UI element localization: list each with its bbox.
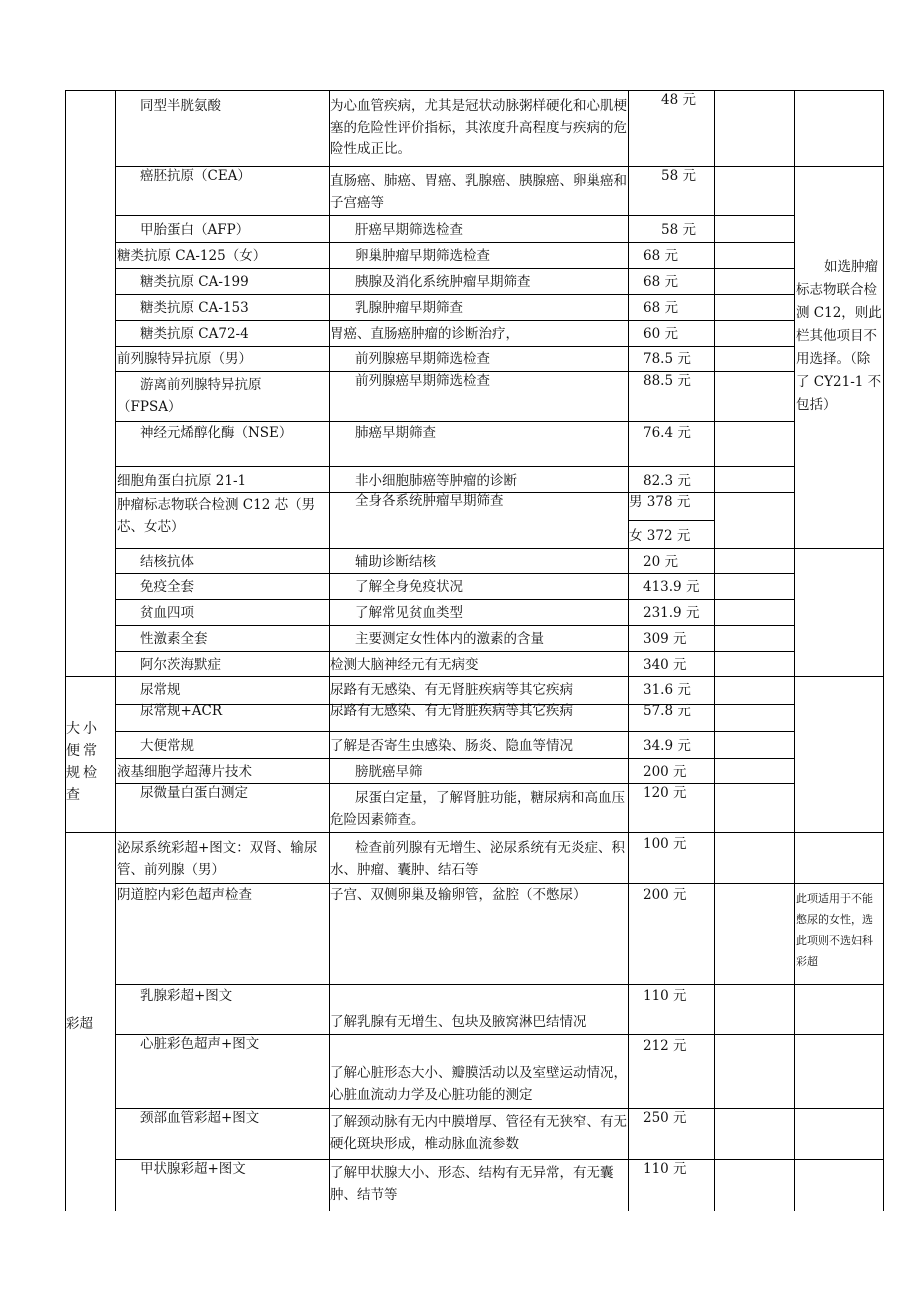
item-name: 前列腺特异抗原（男） [117, 351, 252, 367]
grid-hline [115, 548, 715, 549]
item-name: 甲胎蛋白（AFP） [140, 222, 250, 238]
item-desc: 尿路有无感染、有无肾脏疾病等其它疾病 [330, 682, 573, 698]
item-name: 甲状腺彩超+图文 [140, 1161, 246, 1177]
grid-hline [714, 573, 794, 574]
item-name: 结核抗体 [140, 554, 194, 570]
grid-hline [714, 371, 794, 372]
grid-hline [714, 492, 794, 493]
grid-hline [794, 1108, 883, 1109]
item-desc: 了解心脏形态大小、瓣膜活动以及室壁运动情况，心脏血流动力学及心脏功能的测定 [330, 1065, 627, 1103]
grid-hline [714, 421, 794, 422]
grid-hline [794, 1034, 883, 1035]
grid-hline [115, 625, 715, 626]
grid-hline [115, 466, 715, 467]
item-name: 糖类抗原 CA-125（女） [117, 248, 267, 264]
item-price: 212 元 [643, 1038, 687, 1054]
item-name: 液基细胞学超薄片技术 [117, 764, 252, 780]
grid-hline [714, 704, 794, 705]
item-name: 乳腺彩超+图文 [140, 988, 233, 1004]
item-price: 68 元 [643, 300, 678, 316]
item-name: 糖类抗原 CA72-4 [140, 326, 249, 342]
grid-hline-sec2 [65, 832, 884, 833]
item-price-male: 男 378 元 [629, 494, 691, 510]
grid-hline [628, 520, 714, 521]
grid-vline-right [883, 90, 884, 1211]
item-price: 200 元 [643, 887, 687, 903]
grid-hline [794, 1159, 883, 1160]
item-price: 110 元 [643, 1161, 687, 1177]
grid-hline [714, 1108, 794, 1109]
item-name: 性激素全套 [140, 631, 208, 647]
grid-hline [714, 984, 794, 985]
item-name: 糖类抗原 CA-153 [140, 300, 249, 316]
note-vaginal-ultrasound: 此项适用于不能憋尿的女性，选此项则不选妇科彩超 [796, 892, 873, 968]
grid-hline [115, 984, 715, 985]
grid-hline [714, 294, 794, 295]
item-desc: 尿路有无感染、有无肾脏疾病等其它疾病 [330, 703, 573, 719]
item-name: 肿瘤标志物联合检测 C12 芯（男芯、女芯） [117, 497, 316, 535]
grid-hline [794, 984, 883, 985]
item-price: 58 元 [661, 168, 696, 184]
grid-hline [714, 166, 794, 167]
item-name: 大便常规 [140, 738, 194, 754]
item-price: 231.9 元 [643, 605, 700, 621]
grid-hline [115, 294, 715, 295]
item-name: 糖类抗原 CA-199 [140, 274, 249, 290]
item-desc: 肝癌早期筛选检查 [355, 222, 463, 238]
grid-hline [714, 883, 794, 884]
item-price: 200 元 [643, 764, 687, 780]
grid-vline-note [794, 90, 795, 1211]
item-price: 82.3 元 [643, 473, 691, 489]
item-desc: 了解常见贫血类型 [355, 605, 463, 621]
grid-hline [714, 548, 794, 549]
grid-hline [714, 346, 794, 347]
item-name: 阴道腔内彩色超声检查 [117, 887, 252, 903]
item-price: 34.9 元 [643, 738, 691, 754]
grid-hline [115, 215, 715, 216]
item-price: 76.4 元 [643, 425, 691, 441]
item-desc: 了解全身免疫状况 [355, 579, 463, 595]
section-label-ultrasound: 彩超 [66, 1016, 93, 1032]
grid-hline [115, 758, 715, 759]
item-name: 同型半胱氨酸 [140, 98, 221, 114]
item-name: 贫血四项 [140, 605, 194, 621]
item-name: 游离前列腺特异抗原（FPSA） [117, 377, 262, 415]
item-desc: 卵巢肿瘤早期筛选检查 [355, 248, 490, 264]
item-price: 20 元 [643, 554, 678, 570]
item-price: 120 元 [643, 785, 687, 801]
item-price: 413.9 元 [643, 579, 700, 595]
item-price: 250 元 [643, 1110, 687, 1126]
grid-hline [714, 625, 794, 626]
item-desc: 全身各系统肿瘤早期筛查 [355, 493, 504, 509]
item-desc: 了解颈动脉有无内中膜增厚、管径有无狭窄、有无硬化斑块形成，椎动脉血流参数 [330, 1114, 627, 1152]
item-name: 泌尿系统彩超+图文：双肾、输尿管、前列腺（男） [117, 840, 318, 878]
item-price: 57.8 元 [643, 703, 691, 719]
item-price: 78.5 元 [643, 351, 691, 367]
item-desc: 膀胱癌早筛 [355, 764, 423, 780]
item-desc: 主要测定女性体内的激素的含量 [355, 631, 544, 647]
grid-hline [115, 268, 715, 269]
item-price: 340 元 [643, 657, 687, 673]
item-desc: 为心血管疾病，尤其是冠状动脉粥样硬化和心肌梗塞的危险性评价指标，其浓度升高程度与疾病的危险性成正比。 [330, 98, 627, 157]
item-desc: 子宫、双侧卵巢及输卵管，盆腔（不憋尿） [330, 887, 587, 903]
item-price: 100 元 [643, 836, 687, 852]
item-name: 尿微量白蛋白测定 [140, 785, 248, 801]
item-name: 癌胚抗原（CEA） [140, 168, 251, 184]
grid-hline [714, 466, 794, 467]
grid-hline [714, 268, 794, 269]
item-desc: 检查前列腺有无增生、泌尿系统有无炎症、积水、肿瘤、囊肿、结石等 [330, 840, 625, 878]
grid-hline [714, 731, 794, 732]
grid-hline [714, 320, 794, 321]
item-desc: 肺癌早期筛查 [355, 425, 436, 441]
item-price: 309 元 [643, 631, 687, 647]
section-label-excretion: 大小便常规检查 [66, 721, 100, 803]
item-name: 阿尔茨海默症 [140, 657, 221, 673]
item-name: 细胞角蛋白抗原 21-1 [117, 473, 247, 489]
item-desc: 了解甲状腺大小、形态、结构有无异常，有无囊肿、结节等 [330, 1165, 614, 1203]
item-desc: 胃癌、直肠癌肿瘤的诊断治疗， [330, 326, 519, 342]
grid-hline [714, 651, 794, 652]
grid-hline [115, 731, 715, 732]
grid-hline [115, 599, 715, 600]
item-name: 心脏彩色超声+图文 [140, 1036, 260, 1052]
grid-hline [794, 883, 883, 884]
item-desc: 前列腺癌早期筛选检查 [355, 351, 490, 367]
item-price: 88.5 元 [643, 373, 691, 389]
grid-hline [714, 783, 794, 784]
item-desc: 尿蛋白定量，了解肾脏功能，糖尿病和高血压危险因素筛查。 [330, 790, 625, 828]
grid-hline [115, 346, 715, 347]
grid-hline [714, 242, 794, 243]
grid-hline [714, 1034, 794, 1035]
item-price: 58 元 [661, 222, 696, 238]
item-price: 60 元 [643, 326, 678, 342]
item-name: 尿常规 [140, 682, 181, 698]
item-desc: 直肠癌、肺癌、胃癌、乳腺癌、胰腺癌、卵巢癌和子宫癌等 [330, 173, 627, 211]
item-desc: 乳腺肿瘤早期筛查 [355, 300, 463, 316]
item-name: 神经元烯醇化酶（NSE） [140, 425, 293, 441]
grid-hline [714, 599, 794, 600]
item-price-female: 女 372 元 [629, 528, 691, 544]
grid-hline [714, 215, 794, 216]
item-name: 免疫全套 [140, 579, 194, 595]
item-desc: 了解是否寄生虫感染、肠炎、隐血等情况 [330, 738, 573, 754]
item-name: 颈部血管彩超+图文 [140, 1110, 260, 1126]
item-price: 68 元 [643, 248, 678, 264]
grid-hline [794, 166, 883, 167]
item-desc: 前列腺癌早期筛选检查 [355, 373, 490, 389]
item-desc: 非小细胞肺癌等肿瘤的诊断 [355, 473, 517, 489]
item-price: 31.6 元 [643, 682, 691, 698]
grid-hline [115, 651, 715, 652]
item-price: 68 元 [643, 274, 678, 290]
grid-hline [714, 1159, 794, 1160]
grid-hline-top [65, 90, 884, 91]
item-desc: 检测大脑神经元有无病变 [330, 657, 479, 673]
grid-hline [714, 758, 794, 759]
note-tumor-marker: 如选肿瘤标志物联合检测 C12，则此栏其他项目不用选择。（除了 CY21-1 不包括） [796, 259, 882, 413]
grid-hline [115, 242, 715, 243]
item-desc: 辅助诊断结核 [355, 554, 436, 570]
grid-hline [115, 883, 715, 884]
item-price: 110 元 [643, 988, 687, 1004]
item-desc: 胰腺及消化系统肿瘤早期筛查 [355, 274, 531, 290]
grid-hline [115, 421, 715, 422]
grid-hline [115, 320, 715, 321]
item-desc: 了解乳腺有无增生、包块及腋窝淋巴结情况 [330, 1014, 587, 1030]
item-name: 尿常规+ACR [140, 703, 223, 719]
grid-hline [794, 548, 883, 549]
grid-vline-left [65, 90, 66, 1211]
item-price: 48 元 [661, 92, 696, 108]
